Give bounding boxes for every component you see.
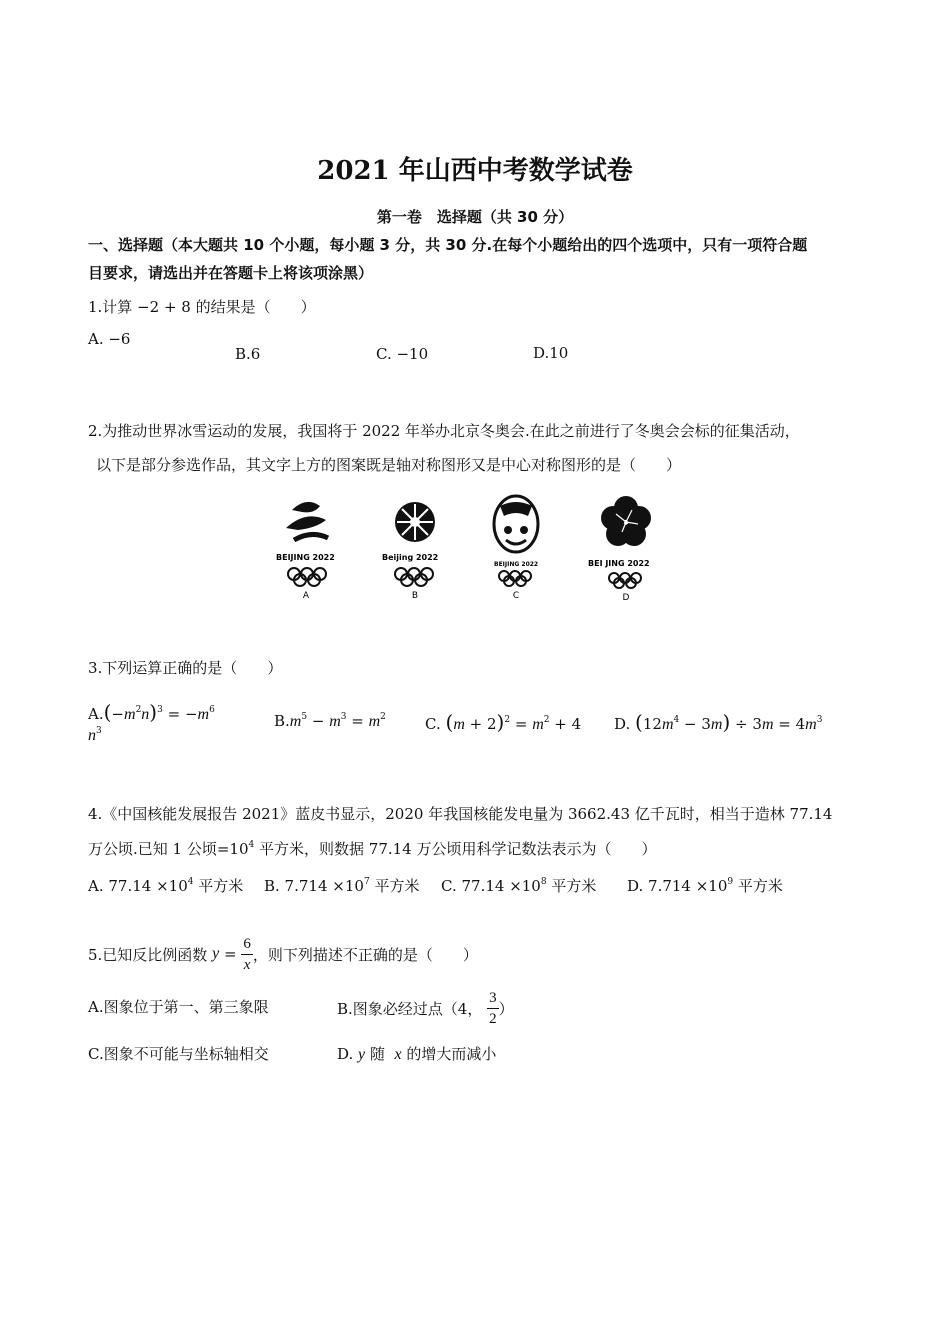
logo-c-mask-icon — [494, 496, 538, 552]
q5-option-d: D. y 随 x 的增大而减小 — [337, 1045, 497, 1063]
logo-a-rings-icon — [288, 568, 326, 586]
q4-option-b: B. $7.714 \times 10^7$ 平方米 — [264, 877, 420, 895]
q3-option-c: C. $(m + 2)^2 = m^2 + 4$ — [425, 710, 582, 734]
q5-option-b: B.图象必经过点（4， $\frac{3}{2}$ ） — [337, 989, 514, 1027]
logo-d-plum-blossom-icon — [601, 496, 651, 546]
logo-d-label: D — [622, 593, 630, 603]
logo-c-label: C — [512, 591, 520, 601]
q2-line-1: 2.为推动世界冰雪运动的发展，我国将于 2022 年举办北京冬奥会.在此之前进行了冬奥会会标的征集活动， — [88, 422, 800, 440]
logo-a-caption: BEIJING 2022 — [276, 553, 335, 562]
q1-stem: 1.计算 −2 + 8 的结果是（ ） — [88, 298, 316, 316]
logo-b-rings-icon — [395, 568, 433, 586]
logo-c-rings-icon — [499, 571, 531, 586]
q5-point-fraction: $\frac{3}{2}$ — [489, 989, 497, 1027]
q3-stem: 3.下列运算正确的是（ ） — [88, 659, 283, 677]
q2-line-2: 以下是部分参选作品，其文字上方的图案既是轴对称图形又是中心对称图形的是（ ） — [96, 456, 682, 474]
q1-option-d: D.10 — [533, 344, 569, 362]
q1-option-b: B.6 — [235, 345, 261, 363]
logo-a-emblem-icon — [286, 502, 328, 540]
q3-option-a: $A.(-m^2n)^3 = -m^6$ — [88, 700, 215, 724]
logo-a-label: A — [302, 591, 310, 601]
q4-line-2: 万公顷.已知 1 公顷$=10^4$ 平方米，则数据 77.14 万公顷用科学记数法表示为（ ） — [88, 840, 657, 858]
q4-option-d: D. $7.714 \times 10^9$ 平方米 — [627, 877, 783, 895]
q1-option-a: A. −6 — [88, 330, 131, 348]
page-title: 2021 年山西中考数学试卷 — [317, 156, 633, 186]
section-heading: 第一卷 选择题（共 30 分） — [376, 208, 574, 226]
logo-d-caption: BEI JING 2022 — [588, 559, 650, 568]
q4-line-1: 4.《中国核能发展报告 2021》蓝皮书显示，2020 年我国核能发电量为 3662.43 亿千瓦时，相当于造林 77.14 — [88, 805, 833, 823]
q5-stem: 5.已知反比例函数 y = $\frac{6}{x}$ ，则下列描述不正确的是（ ） — [88, 935, 478, 973]
logo-d-rings-icon — [609, 573, 641, 588]
q3-option-d: D. $(12m^4 - 3m) \div 3m = 4m^3$ — [614, 710, 823, 734]
logo-b-snowflake-icon — [395, 502, 435, 542]
olympic-logo-candidates — [270, 488, 680, 613]
q5-option-a: A.图象位于第一、第三象限 — [88, 998, 269, 1016]
q3-option-b: $B.m^5 - m^3 = m^2$ — [274, 712, 386, 730]
q5-function-fraction: $\frac{6}{x}$ — [243, 935, 251, 973]
logo-c-caption: BEIJING 2022 — [494, 561, 539, 568]
logo-b-caption: Beijing 2022 — [382, 553, 439, 562]
instructions-line-2: 目要求，请选出并在答题卡上将该项涂黑） — [88, 264, 374, 282]
q4-option-a: A. $77.14 \times 10^4$ 平方米 — [88, 877, 244, 895]
q4-option-c: C. $77.14 \times 10^8$ 平方米 — [441, 877, 597, 895]
q3-option-a-continued: $n^3$ — [88, 726, 102, 744]
instructions-line-1: 一、选择题（本大题共 10 个小题，每小题 3 分，共 30 分.在每个小题给出的四个选项中，只有一项符合题 — [88, 236, 808, 254]
q1-option-c: C. −10 — [376, 345, 429, 363]
logo-b-label: B — [411, 591, 419, 601]
q5-option-c: C.图象不可能与坐标轴相交 — [88, 1045, 269, 1063]
